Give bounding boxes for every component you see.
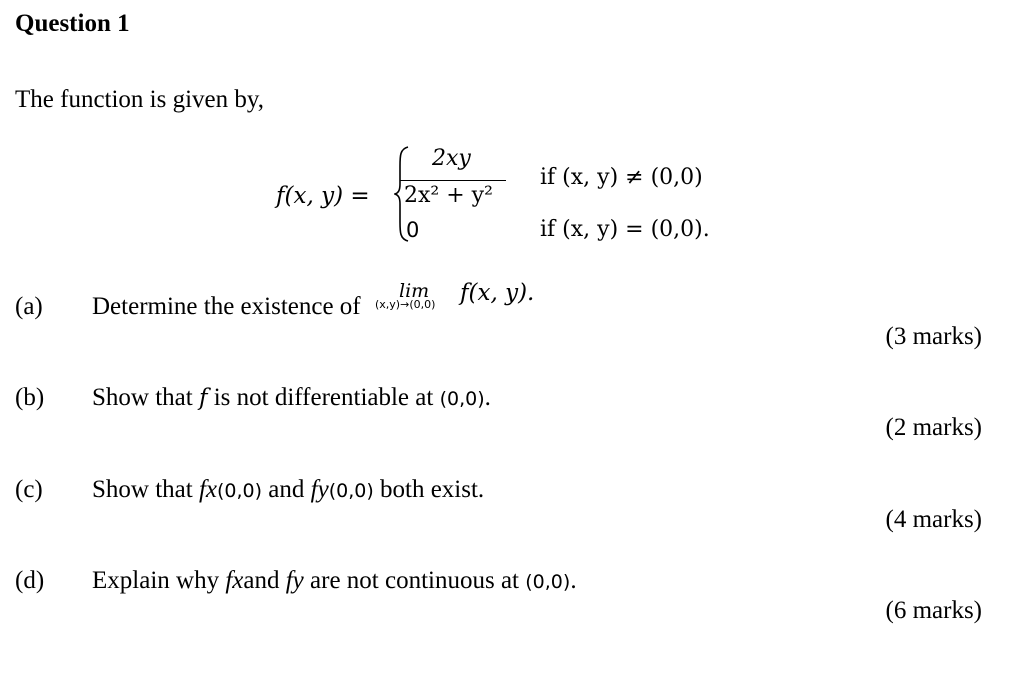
part-c-and: and <box>268 476 305 503</box>
part-d-text <box>92 567 577 595</box>
question-title: Question 1 <box>15 10 130 37</box>
partial-fy: fy <box>310 476 329 503</box>
part-c-text-1: Show that <box>92 476 193 503</box>
origin-point-1: (0,0) <box>217 480 263 502</box>
equation-lhs: f(x, y) = <box>276 183 370 209</box>
part-b-text-2: is not differentiable at <box>213 384 434 411</box>
part-b-marks: (2 marks) <box>885 414 982 441</box>
partial-fy: fy <box>285 567 304 594</box>
part-b-text-1: Show that <box>92 384 193 411</box>
fraction-denominator: 2x² + y² <box>404 183 493 208</box>
partial-fx: fx <box>225 567 244 594</box>
fraction-bar <box>400 180 506 181</box>
origin-point-2: (0,0) <box>328 480 374 502</box>
part-a-marks: (3 marks) <box>885 323 982 350</box>
part-c-label: (c) <box>15 476 43 503</box>
origin-point: (0,0) <box>439 388 485 410</box>
intro-text: The function is given by, <box>15 86 265 113</box>
part-d-and: and <box>243 567 280 594</box>
zero-case-value: 0 <box>406 218 420 242</box>
function-f: f <box>198 385 208 411</box>
part-c-text-2: both exist. <box>380 476 485 503</box>
part-b-text <box>92 384 491 412</box>
part-d-marks: (6 marks) <box>885 597 982 624</box>
condition-2: if (x, y) = (0,0). <box>540 217 710 242</box>
part-b-label: (b) <box>15 384 45 411</box>
part-a-label: (a) <box>15 293 43 320</box>
limit-word: lim <box>399 280 430 302</box>
part-d-text-1: Explain why <box>92 567 220 594</box>
part-a-text: Determine the existence of <box>92 293 361 320</box>
part-d-text-2: are not continuous at <box>310 567 520 594</box>
part-b-end: . <box>484 384 491 411</box>
fraction-numerator: 2xy <box>432 146 471 171</box>
part-d-label: (d) <box>15 567 45 594</box>
part-c-marks: (4 marks) <box>885 506 982 533</box>
origin-point: (0,0) <box>525 571 571 593</box>
limit-expression: f(x, y). <box>460 280 535 306</box>
limit-subscript: (x,y)→(0,0) <box>375 298 436 311</box>
partial-fx: fx <box>198 476 217 503</box>
condition-1: if (x, y) ≠ (0,0) <box>540 165 703 190</box>
part-d-end: . <box>570 567 577 594</box>
part-c-text <box>92 476 484 504</box>
